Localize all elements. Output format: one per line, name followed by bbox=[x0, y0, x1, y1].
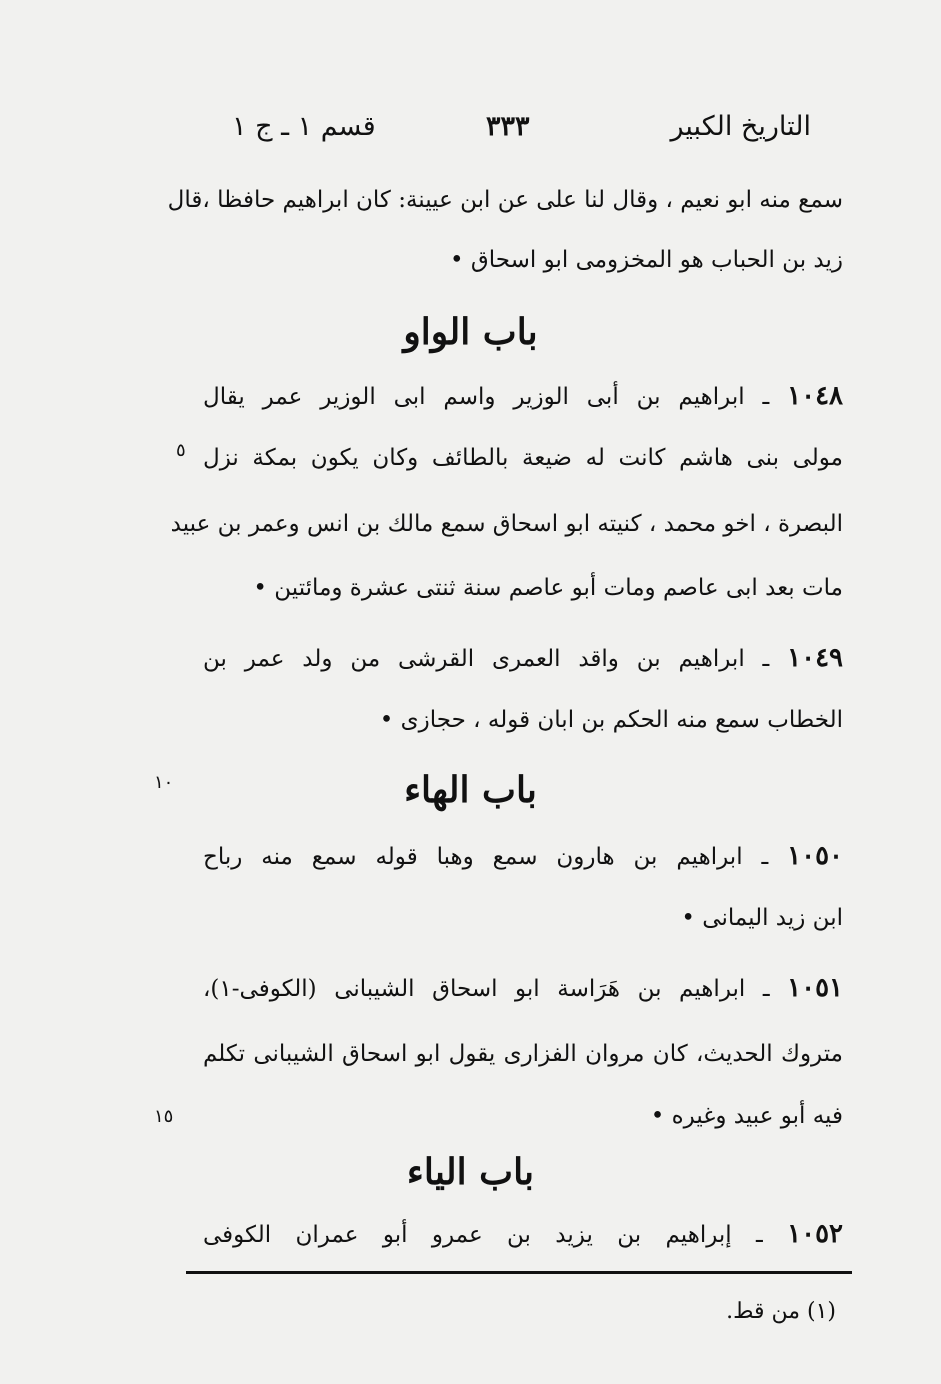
entry-1052 bbox=[203, 1214, 843, 1255]
entry-1049 bbox=[203, 638, 843, 679]
entry-text: ـ إبراهيم بن يزيد بن عمرو أبو عمران الكوفى bbox=[203, 1222, 763, 1248]
margin-line-number: ١٥ bbox=[154, 1106, 174, 1127]
section-heading-ha: باب الهاء bbox=[404, 769, 537, 811]
entry-text: ـ ابراهيم بن هَرَاسة ابو اسحاق الشيبانى (الكوفى-١)، bbox=[203, 976, 770, 1002]
entry-line: ابن زيد اليمانى • bbox=[681, 905, 843, 931]
entry-line: فيه أبو عبيد وغيره • bbox=[650, 1103, 843, 1129]
intro-line: سمع منه ابو نعيم ، وقال لنا على عن ابن عيينة: كان ابراهيم حافظا ،قال bbox=[167, 187, 843, 213]
section-label: قسم ١ ـ ج ١ bbox=[232, 111, 376, 142]
margin-line-number: ١٠ bbox=[154, 772, 174, 793]
entry-text: ـ ابراهيم بن هارون سمع وهبا قوله سمع منه رباح bbox=[203, 844, 769, 870]
entry-number: ١٠٤٨ bbox=[787, 381, 844, 411]
page-number: ٣٣٣ bbox=[486, 111, 530, 142]
entry-line: الخطاب سمع منه الحكم بن ابان قوله ، حجازى • bbox=[379, 707, 843, 733]
entry-number: ١٠٥١ bbox=[787, 973, 843, 1003]
entry-1048 bbox=[203, 376, 843, 417]
book-title: التاريخ الكبير bbox=[670, 111, 811, 142]
entry-line: متروك الحديث، كان مروان الفزارى يقول ابو اسحاق الشيبانى تكلم bbox=[203, 1041, 843, 1067]
entry-text: ـ ابراهيم بن أبى الوزير واسم ابى الوزير عمر يقال bbox=[203, 384, 770, 410]
margin-line-number: ٥ bbox=[176, 440, 186, 461]
entry-line: مولى بنى هاشم كانت له ضيعة بالطائف وكان يكون بمكة نزل bbox=[203, 445, 843, 471]
intro-line: زيد بن الحباب هو المخزومى ابو اسحاق • bbox=[450, 247, 843, 273]
section-heading-waw: باب الواو bbox=[403, 311, 538, 353]
entry-line: مات بعد ابى عاصم ومات أبو عاصم سنة ثنتى عشرة ومائتين • bbox=[253, 575, 843, 601]
entry-1050 bbox=[203, 836, 843, 877]
entry-text: ـ ابراهيم بن واقد العمرى القرشى من ولد عمر بن bbox=[203, 646, 770, 672]
entry-line: البصرة ، اخو محمد ، كنيته ابو اسحاق سمع مالك بن انس وعمر بن عبيد bbox=[170, 511, 843, 537]
footnote: (١) من قط. bbox=[726, 1299, 836, 1324]
entry-1051 bbox=[203, 968, 843, 1009]
section-heading-ya: باب الياء bbox=[406, 1151, 535, 1193]
entry-number: ١٠٥٠ bbox=[787, 841, 843, 871]
footnote-rule bbox=[186, 1271, 852, 1274]
entry-number: ١٠٤٩ bbox=[787, 643, 844, 673]
entry-number: ١٠٥٢ bbox=[787, 1219, 844, 1249]
